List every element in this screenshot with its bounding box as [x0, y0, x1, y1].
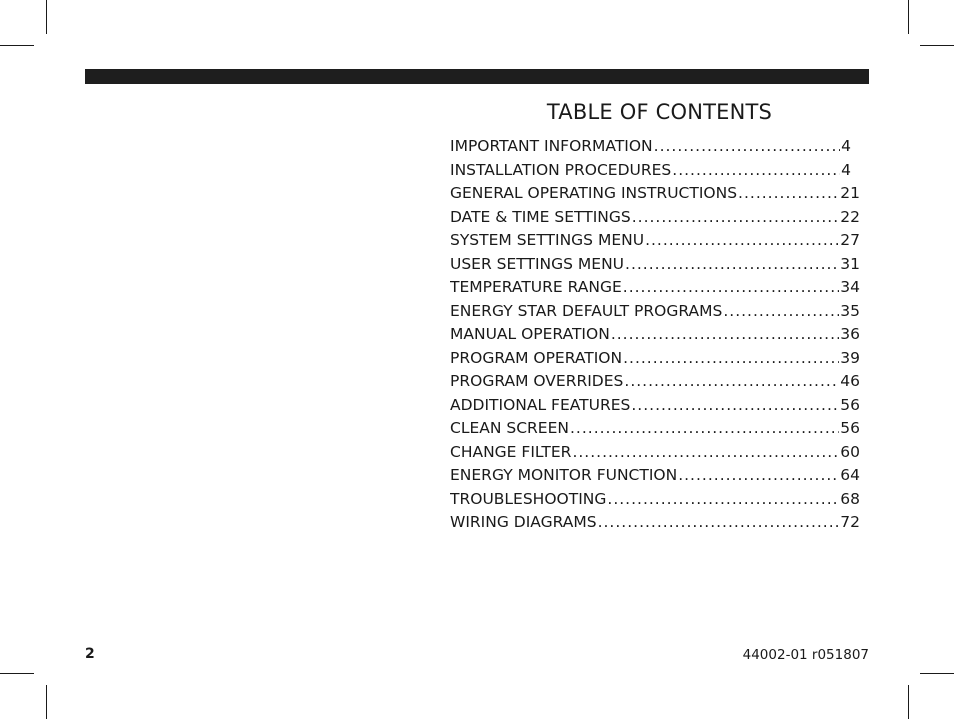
toc-entry-page: 56	[840, 419, 860, 437]
toc-entry[interactable]	[450, 231, 860, 255]
toc-leader-dots	[607, 490, 839, 508]
toc-entry-page: 35	[840, 301, 860, 320]
toc-entry-label: GENERAL OPERATING INSTRUCTIONS	[450, 184, 738, 202]
toc-entry-label: DATE & TIME SETTINGS	[450, 207, 631, 226]
page-number: 2	[85, 646, 95, 662]
toc-title: TABLE OF CONTENTS	[546, 100, 773, 124]
toc-entry[interactable]	[450, 349, 860, 373]
toc-entry[interactable]	[450, 137, 851, 161]
toc-entry-label: IMPORTANT INFORMATION	[450, 137, 653, 155]
toc-entry-page: 31	[840, 254, 860, 273]
toc-entry-page: 56	[840, 395, 860, 414]
toc-leader-dots	[672, 161, 840, 179]
toc-entry[interactable]	[450, 325, 860, 349]
toc-entry-page: 64	[840, 466, 860, 484]
toc-entry-page: 68	[840, 489, 860, 508]
toc-leader-dots	[625, 255, 839, 273]
toc-leader-dots	[572, 443, 839, 461]
toc-entry[interactable]	[450, 372, 860, 396]
toc-leader-dots	[624, 372, 839, 390]
toc-entry[interactable]	[450, 184, 860, 208]
toc-entry[interactable]	[450, 278, 860, 302]
toc-entry-page: 72	[840, 513, 860, 531]
toc-leader-dots	[632, 208, 840, 226]
toc-entry-page: 27	[840, 231, 860, 249]
toc-entry-page: 46	[840, 372, 860, 390]
document-code: 44002-01 r051807	[742, 647, 869, 663]
toc-entry[interactable]	[450, 208, 860, 232]
toc-leader-dots	[645, 231, 839, 249]
toc-entry-label: TROUBLESHOOTING	[450, 489, 607, 508]
toc-entry-label: PROGRAM OPERATION	[450, 348, 623, 367]
toc-leader-dots	[598, 513, 840, 531]
toc-leader-dots	[570, 419, 839, 437]
crop-mark	[0, 673, 34, 674]
toc-entry[interactable]	[450, 396, 860, 420]
header-bar	[85, 69, 869, 84]
toc-entry-page: 39	[840, 348, 860, 367]
crop-mark	[908, 0, 909, 34]
toc-leader-dots	[623, 278, 840, 296]
toc-entry[interactable]	[450, 419, 860, 443]
toc-entry-label: PROGRAM OVERRIDES	[450, 372, 624, 390]
toc-entry-page: 36	[840, 325, 860, 343]
toc-entry-label: USER SETTINGS MENU	[450, 254, 625, 273]
toc-leader-dots	[738, 184, 839, 202]
toc-entry-label: WIRING DIAGRAMS	[450, 513, 597, 531]
toc-entry-page: 4	[841, 137, 851, 155]
toc-entry[interactable]	[450, 302, 860, 326]
toc-entry-label: CHANGE FILTER	[450, 442, 572, 461]
toc-entry[interactable]	[450, 466, 860, 490]
crop-mark	[920, 45, 954, 46]
toc-entry[interactable]	[450, 490, 860, 514]
toc-entry-label: SYSTEM SETTINGS MENU	[450, 231, 645, 249]
toc-leader-dots	[654, 137, 840, 155]
toc-leader-dots	[623, 349, 839, 367]
toc-entry-page: 34	[840, 278, 860, 296]
toc-leader-dots	[723, 302, 839, 320]
toc-entry[interactable]	[450, 513, 860, 537]
toc-entry-label: ADDITIONAL FEATURES	[450, 395, 631, 414]
toc-entry-page: 22	[840, 207, 860, 226]
crop-mark	[46, 685, 47, 719]
toc-entry-page: 21	[840, 184, 860, 202]
toc-leader-dots	[631, 396, 839, 414]
toc-entry-label: TEMPERATURE RANGE	[450, 278, 622, 296]
toc-entry[interactable]	[450, 443, 860, 467]
toc-list	[450, 137, 860, 537]
toc-leader-dots	[611, 325, 839, 343]
toc-entry[interactable]	[450, 255, 860, 279]
crop-mark	[0, 45, 34, 46]
toc-entry-label: ENERGY STAR DEFAULT PROGRAMS	[450, 301, 723, 320]
toc-entry-label: INSTALLATION PROCEDURES	[450, 160, 672, 179]
toc-entry-label: CLEAN SCREEN	[450, 419, 569, 437]
toc-entry-label: ENERGY MONITOR FUNCTION	[450, 466, 678, 484]
toc-entry-page: 4	[841, 160, 851, 179]
toc-entry-label: MANUAL OPERATION	[450, 325, 610, 343]
toc-leader-dots	[678, 466, 839, 484]
crop-mark	[920, 673, 954, 674]
crop-mark	[46, 0, 47, 34]
toc-entry-page: 60	[840, 442, 860, 461]
toc-entry[interactable]	[450, 161, 851, 185]
crop-mark	[908, 685, 909, 719]
